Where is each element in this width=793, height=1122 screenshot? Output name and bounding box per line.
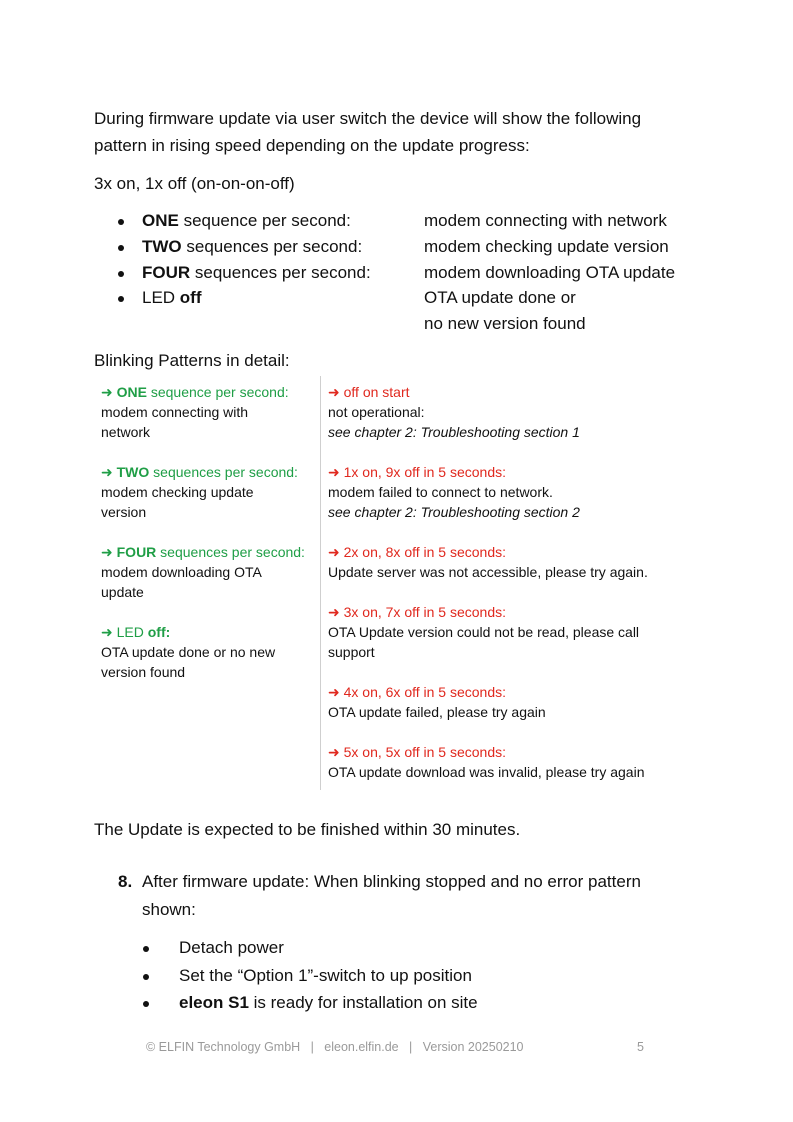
step-number: 8. (118, 872, 133, 891)
detail-heading: Blinking Patterns in detail: (94, 351, 290, 370)
error-pattern-text: OTA Update version could not be read, please call (328, 624, 640, 640)
summary-description: OTA update done or (424, 288, 576, 307)
arrow-icon: ➜ (101, 464, 117, 480)
pattern-description: 3x on, 1x off (on-on-on-off) (94, 174, 295, 193)
arrow-icon: ➜ (101, 384, 117, 400)
summary-label: sequence per second: (178, 211, 351, 230)
error-pattern-heading: ➜ off on start (328, 384, 410, 400)
error-pattern-heading: ➜ 4x on, 6x off in 5 seconds: (328, 684, 507, 700)
bullet-icon (118, 271, 124, 277)
pattern-count: ONE (116, 384, 147, 400)
bullet-icon (118, 219, 124, 225)
intro-line-2: pattern in rising speed depending on the update progress: (94, 136, 530, 155)
summary-state: off (179, 288, 202, 307)
footer-text: © ELFIN Technology GmbH | eleon.elfin.de | Version 20250210 (146, 1040, 524, 1054)
error-pattern-heading: ➜ 1x on, 9x off in 5 seconds: (328, 464, 507, 480)
arrow-icon: ➜ (101, 544, 117, 560)
summary-count: TWO (142, 237, 182, 256)
pattern-text: network (101, 424, 151, 440)
pattern-text: modem downloading OTA (101, 564, 262, 580)
pattern-text: OTA update done or no new (101, 644, 276, 660)
pattern-prefix: LED (116, 624, 148, 640)
arrow-icon: ➜ (101, 624, 117, 640)
error-pattern-text: modem failed to connect to network. (328, 484, 553, 500)
summary-label: sequences per second: (190, 263, 371, 282)
step-item-text: is ready for installation on site (248, 993, 478, 1012)
pattern-text: modem connecting with (101, 404, 249, 420)
step-item-text: Detach power (179, 938, 284, 957)
expected-duration: The Update is expected to be finished within 30 minutes. (94, 820, 521, 839)
pattern-text: version (101, 504, 147, 520)
pattern-state: off: (147, 624, 171, 640)
bullet-icon (118, 296, 124, 302)
error-pattern-text: Update server was not accessible, please try again. (328, 564, 648, 580)
pattern-text: version found (101, 664, 186, 680)
troubleshooting-reference: see chapter 2: Troubleshooting section 2 (328, 504, 580, 520)
bullet-icon (143, 1001, 149, 1007)
summary-prefix: LED (142, 288, 180, 307)
summary-description: modem checking update version (424, 237, 669, 256)
bullet-icon (118, 245, 124, 251)
step-item-text: Set the “Option 1”-switch to up position (179, 966, 472, 985)
summary-description-cont: no new version found (424, 314, 586, 333)
page-number: 5 (637, 1040, 644, 1054)
step-text-line-1: After firmware update: When blinking stopped and no error pattern (142, 872, 641, 891)
pattern-count: TWO (116, 464, 150, 480)
summary-description: modem downloading OTA update (424, 263, 676, 282)
pattern-label: sequences per second: (156, 544, 305, 560)
pattern-text: update (101, 584, 144, 600)
column-divider (320, 376, 321, 790)
pattern-label: sequences per second: (149, 464, 298, 480)
bullet-icon (143, 946, 149, 952)
summary-count: ONE (142, 211, 179, 230)
summary-label: sequences per second: (181, 237, 363, 256)
error-pattern-text: OTA update failed, please try again (328, 704, 546, 720)
pattern-text: modem checking update (101, 484, 254, 500)
error-pattern-heading: ➜ 2x on, 8x off in 5 seconds: (328, 544, 507, 560)
error-pattern-text: OTA update download was invalid, please try again (328, 764, 645, 780)
intro-line-1: During firmware update via user switch the device will show the following (94, 109, 642, 128)
bullet-icon (143, 974, 149, 980)
error-pattern-text: support (328, 644, 375, 660)
error-pattern-heading: ➜ 3x on, 7x off in 5 seconds: (328, 604, 507, 620)
step-text-line-2: shown: (142, 900, 196, 919)
troubleshooting-reference: see chapter 2: Troubleshooting section 1 (328, 424, 580, 440)
error-pattern-heading: ➜ 5x on, 5x off in 5 seconds: (328, 744, 507, 760)
error-pattern-text: not operational: (328, 404, 425, 420)
pattern-count: FOUR (116, 544, 157, 560)
summary-count: FOUR (142, 263, 191, 282)
summary-description: modem connecting with network (424, 211, 667, 230)
product-name: eleon S1 (179, 993, 249, 1012)
pattern-label: sequence per second: (146, 384, 289, 400)
